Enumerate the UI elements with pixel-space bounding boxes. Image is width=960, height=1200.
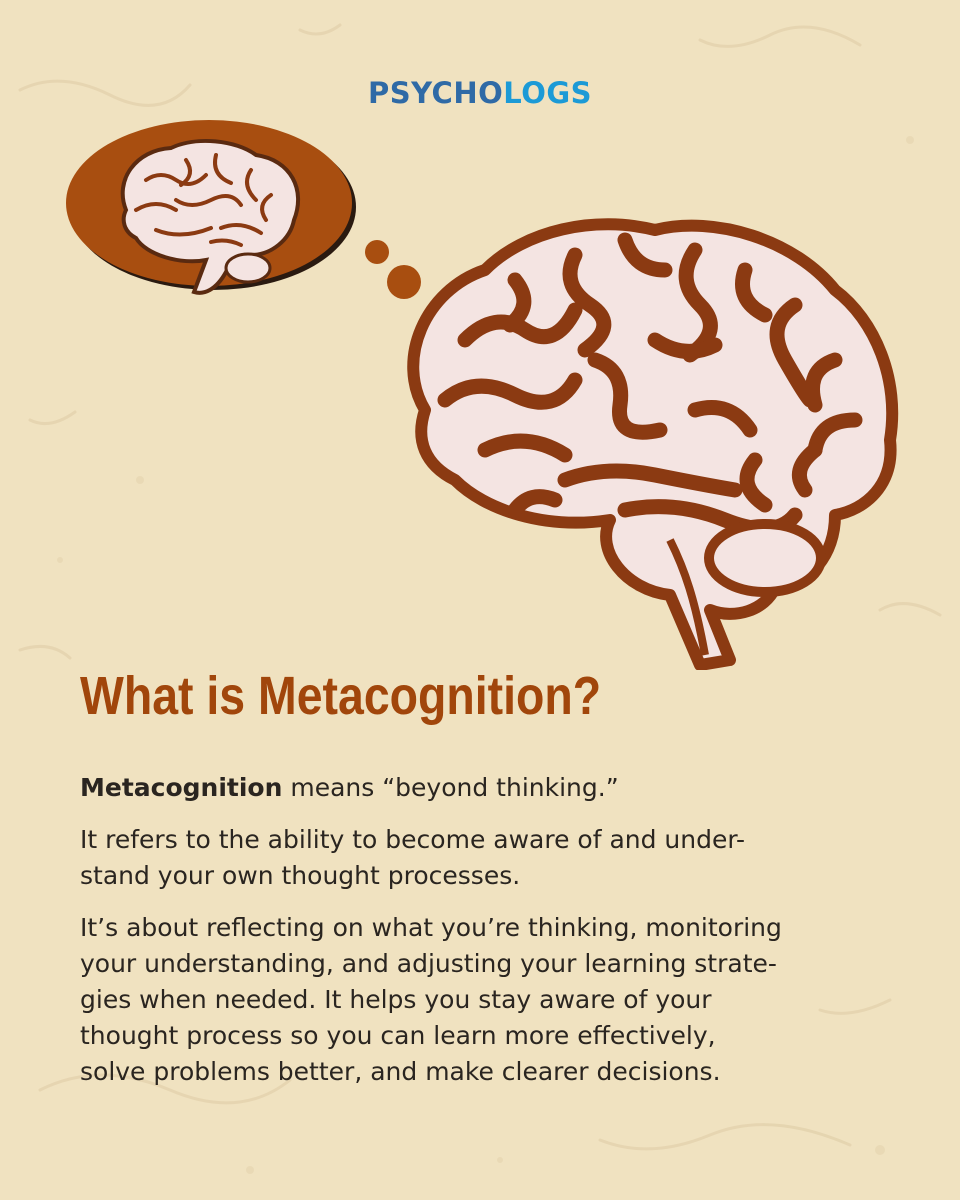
thought-bubble-icon [66,120,436,320]
definition-text: means “beyond thinking.” [282,773,619,802]
definition-paragraph [80,770,900,806]
page-title: What is Metacognition? [80,666,602,726]
explanation-paragraph: It refers to the ability to become aware of and under- stand your own thought processes. [80,825,746,890]
brain-icon [395,210,905,670]
article-body [80,770,900,1106]
brand-logo [0,76,960,110]
term-bold: Metacognition [80,773,283,802]
logo-part-psycho: PSYCHO [367,76,504,110]
detail-paragraph: It’s about reflecting on what you’re thinking, monitoring your understanding, and adjusting your learning strate- gies when needed. It helps you stay aware of your thought process so you can learn more effectively, solve problems better, and make clearer decisions. [80,913,782,1086]
logo-part-logs: LOGS [503,76,593,110]
